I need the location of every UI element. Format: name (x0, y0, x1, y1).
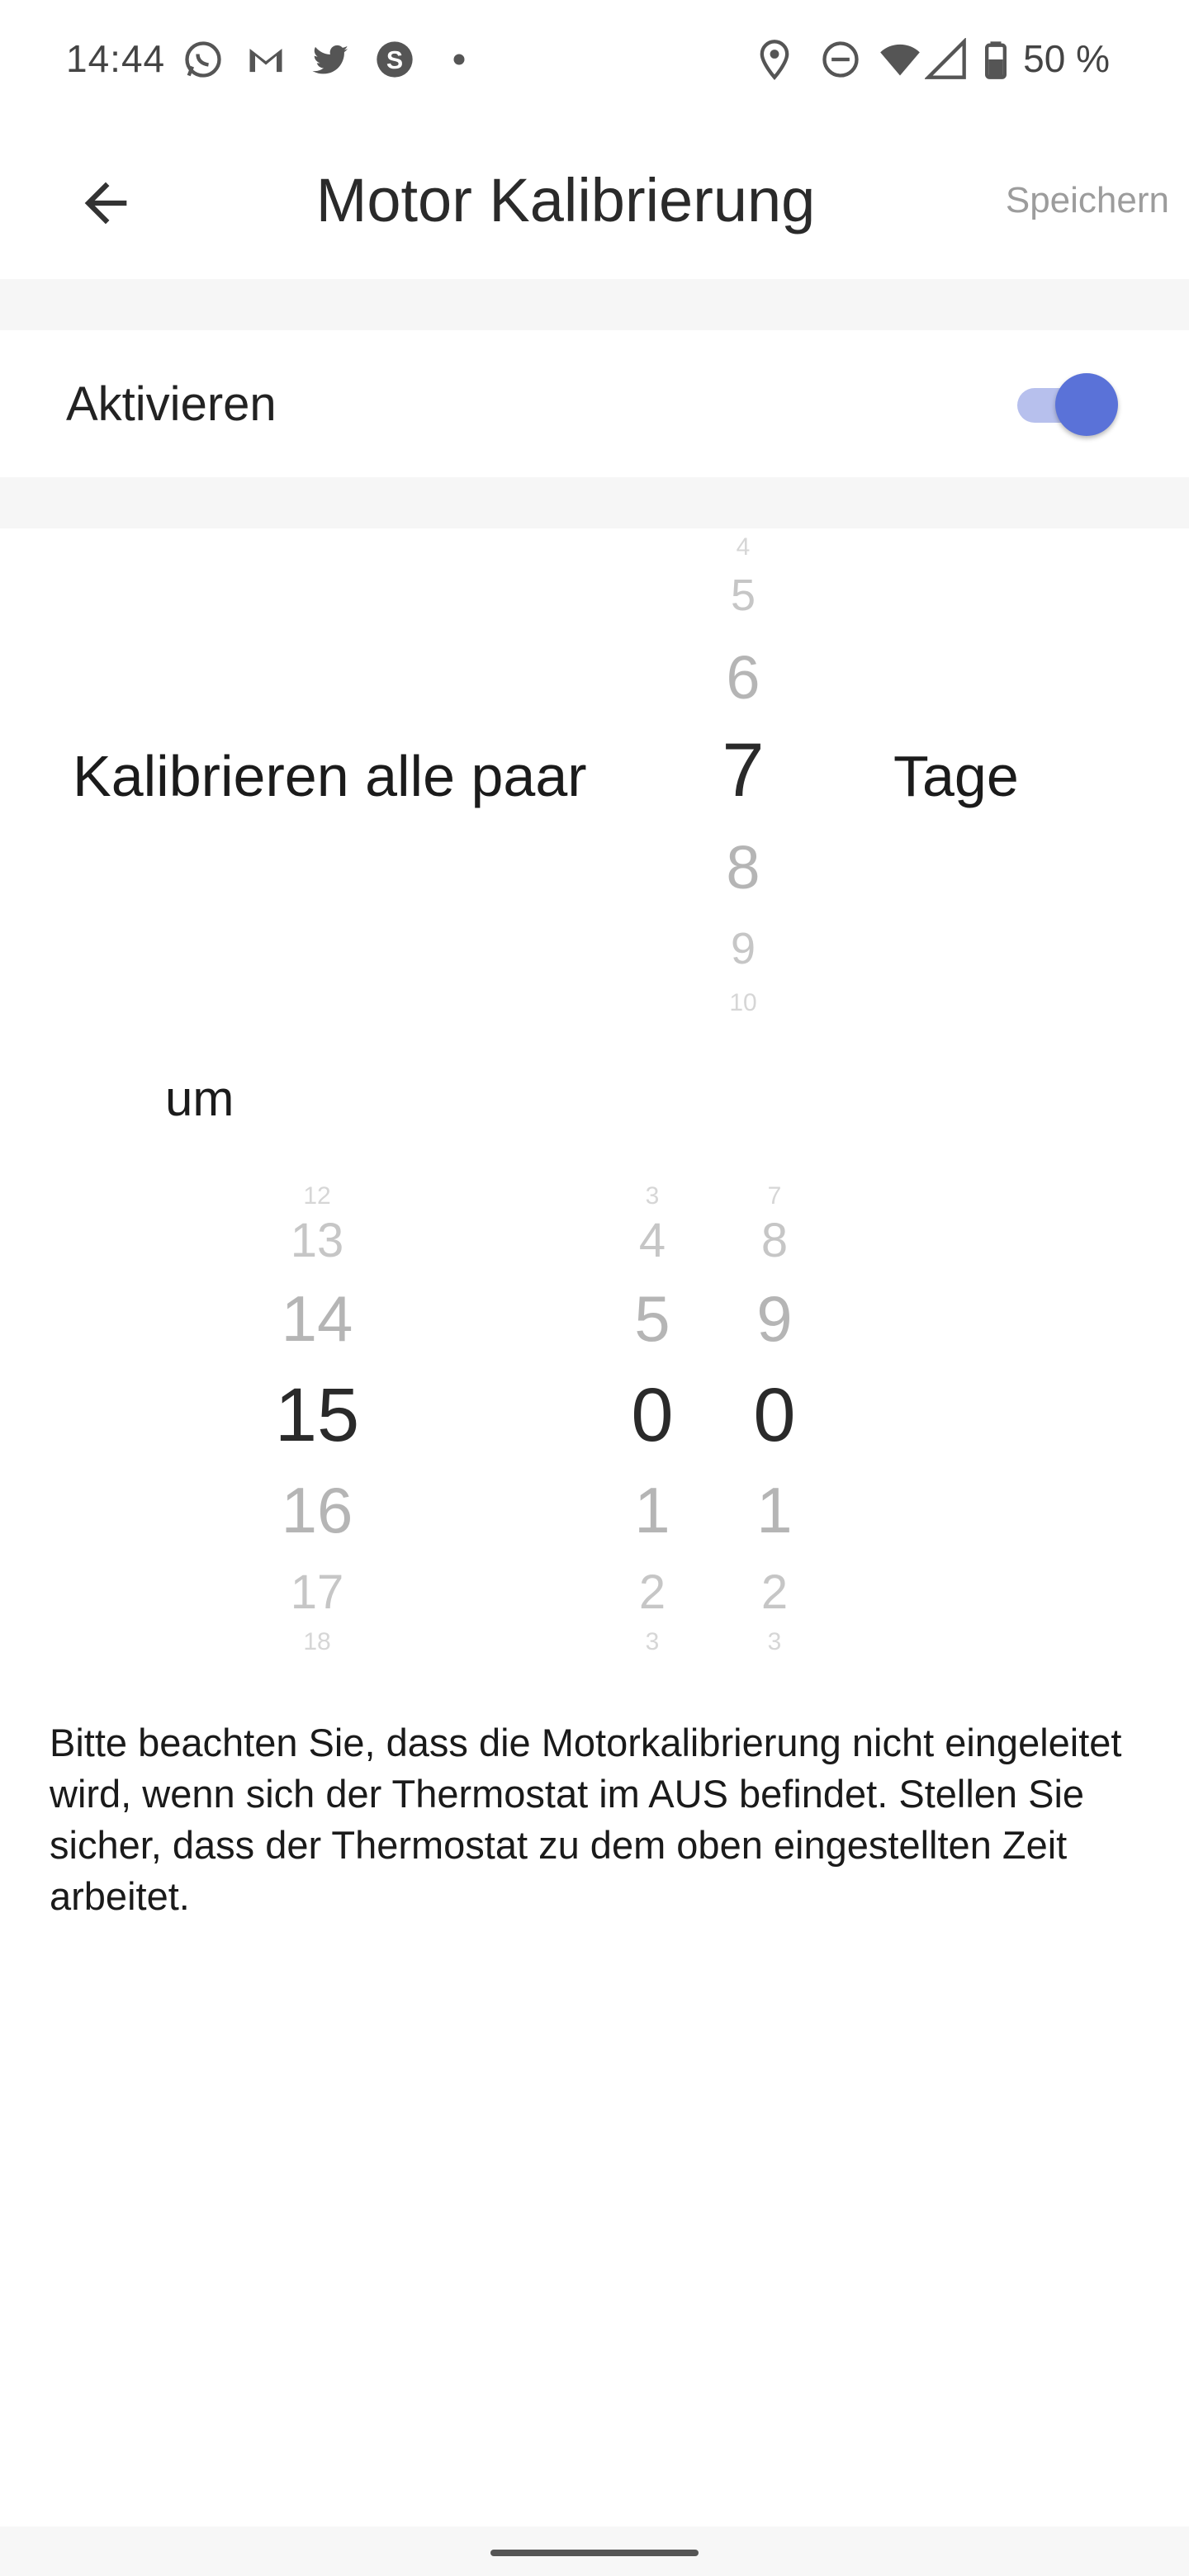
activate-switch[interactable] (1017, 373, 1120, 436)
interval-prefix-label: Kalibrieren alle paar (73, 744, 587, 808)
section-divider (0, 279, 1189, 330)
wheel-item: 4 (736, 533, 751, 561)
location-icon (753, 38, 796, 81)
battery-percent: 50 % (1023, 37, 1110, 80)
interval-wheel[interactable] (694, 530, 793, 1016)
calibration-note: Bitte beachten Sie, dass die Motorkalibrierung nicht eingeleitet wird, wenn sich der Thermostat im AUS befindet. Stellen Sie sicher, dass der Thermostat zu dem oben eingestellten Zeit arbeitet. (50, 1721, 1122, 1918)
switch-thumb (1055, 373, 1118, 436)
wheel-item: 6 (726, 643, 760, 712)
time-label: um (165, 1071, 234, 1126)
wheel-item: 8 (760, 1214, 789, 1267)
wheel-item: 5 (730, 571, 756, 620)
wheel-item: 9 (730, 924, 756, 973)
wheel-item: 12 (303, 1182, 331, 1210)
wheel-item: 1 (634, 1474, 670, 1546)
signal-icon (925, 38, 968, 81)
wheel-selected-item: 7 (722, 728, 765, 812)
section-divider (0, 477, 1189, 528)
twitter-icon (309, 38, 352, 81)
hour-wheel[interactable] (243, 1179, 391, 1651)
home-gesture-handle[interactable] (490, 2550, 699, 2556)
wheel-selected-item: 0 (631, 1373, 674, 1457)
navigation-bar (0, 2526, 1189, 2576)
interval-suffix-label: Tage (893, 744, 1019, 808)
whatsapp-icon (182, 38, 225, 81)
dot-icon (438, 38, 481, 81)
wheel-item: 8 (726, 833, 760, 902)
dnd-icon (819, 38, 862, 81)
status-time: 14:44 (66, 37, 166, 80)
wheel-item: 2 (760, 1565, 789, 1619)
wheel-item: 3 (645, 1628, 660, 1651)
save-button[interactable]: Speichern (1005, 180, 1169, 220)
wheel-item: 5 (634, 1282, 670, 1355)
wheel-item: 3 (645, 1182, 660, 1210)
minute-ones-wheel[interactable] (733, 1179, 816, 1651)
activate-row (0, 330, 1189, 477)
wheel-item: 13 (290, 1214, 344, 1267)
svg-text:S: S (386, 46, 404, 74)
wheel-item: 18 (303, 1628, 331, 1651)
wheel-item: 7 (767, 1182, 782, 1210)
wheel-item: 9 (756, 1282, 793, 1355)
wheel-selected-item: 0 (753, 1373, 796, 1457)
page-title: Motor Kalibrierung (315, 166, 816, 234)
wheel-item: 3 (767, 1628, 782, 1651)
status-bar (0, 0, 1189, 124)
wheel-item: 17 (290, 1565, 344, 1619)
gmail-icon (244, 38, 287, 81)
wifi-icon (879, 38, 921, 81)
app-header (0, 124, 1189, 277)
wheel-item: 16 (281, 1474, 353, 1546)
wheel-item: 10 (729, 989, 757, 1016)
activate-label: Aktivieren (66, 377, 277, 431)
wheel-item: 4 (638, 1214, 666, 1267)
minute-tens-wheel[interactable] (611, 1179, 694, 1651)
wheel-item: 1 (756, 1474, 793, 1546)
wheel-item: 14 (281, 1282, 353, 1355)
wheel-item: 2 (638, 1565, 666, 1619)
battery-icon (974, 38, 1017, 81)
skype-icon (373, 38, 416, 81)
wheel-selected-item: 15 (274, 1373, 360, 1457)
